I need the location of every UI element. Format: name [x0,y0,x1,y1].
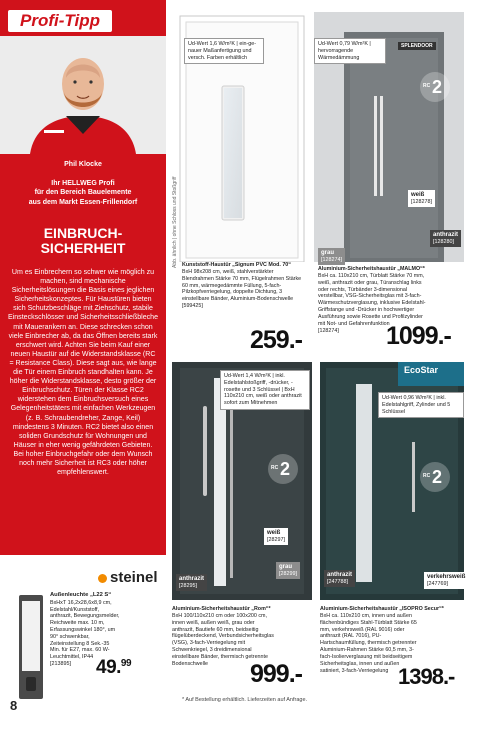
malmo-article: [128274] [318,327,339,334]
isopro-title: Aluminium-Sicherheitshaustür „ISOPRO Secur“* [320,606,444,612]
rom-title: Aluminium-Sicherheitshaustür „Rom“* [172,606,271,612]
isopro-specs: BxH ca. 110x210 cm, innen und außen flächenbündiges Stahl-Türblatt Stärke 65 mm, verkehrsweiß (RAL 9016) oder anthrazit (RAL 7016), PU-Hartschaumfüllung, thermisch getrennter Aluminium-Rahmen Stärke 60,5 mm, 3-fach-Isolierverglasung mit beidseitigem Sicherheitsglas, innen und außen satiniert, 3-fach-Verriegelung [320,612,417,674]
signum-specs: BxH 98x208 cm, weiß, stahlverstärkter Blendrahmen Stärke 70 mm, Flügelrahmen Stärke 60 mm, wärmegedämmte Füllung, 5-fach-Pilzkopfverriegelung, doppelte Dichtung, 3 einstellbare Bänder, Aluminium-Bodenschwelle [182,268,302,303]
rom-price: 999.- [250,660,302,688]
malmo-rc-badge: RC 2 [420,72,450,102]
advice-text: Um es Einbrechern so schwer wie möglich zu machen, sind mechanische Sicherheitslösungen die Basis eines jeglichen Sicherheitskonzeptes. Für Haustüren bieten sich Schutzbeschläge mit Ziehschutz, stabile Einsteckschlösser und Sicherheitsschließbleche mit Mauerankern an. Diese schrecken schon viele Einbrecher ab, da das Öffnen bereits stark erschwert wird. Achten Sie beim Kauf einer neuen Haustür auf die Widerstandsklasse (RC = Resistance Class). Diese sagt aus, wie lange die Tür einem Einbruch standhalten kann. Je höher die Widerstandsklasse, desto größer der Einbruchschutz. Türen der Klasse RC2 widerstehen dem Einbruchsversuch eines Gelegenheitstäters mit einfachen Werkzeugen (z. B. Schraubendreher, Zange, Keil) mindestens 3 Minuten. RC2 bietet also einen soliden Grundschutz für Wohnungen und Häuser in eher wenig gefährdeten Gebieten. Bei hoher Einbruchgefahr oder dem Wunsch noch mehr Sicherheit ist RC3 oder höher empfehlenswert. [8,269,159,477]
malmo-specs: BxH ca. 110x210 cm, Türblatt Stärke 70 mm, weiß, anthrazit oder grau, Türanschlag links oder rechts, Türbänder 3-dimensional verstellbar, VSG-Sicherheitsglas mit 3-fach-Wärmeschutzverglasung, inklusive Edelstahl-Griffstange und -Drücker in hochwertiger Ausführung sowie Rosette und Profilzylinder mit Not- und Gefahrenfunktion [318,272,426,327]
steinel-product [6,567,164,709]
steinel-price: 49.99 [96,657,132,678]
advisor-info [0,160,166,207]
malmo-tag-white: weiß [128278] [408,190,435,207]
signum-description [182,262,304,310]
rom-specs: BxH 100/110x210 cm oder 100x200 cm, innen weiß, außen weiß, grau oder anthrazit, Bautiefe 60 mm, beidseitig flügelüberdeckend, Verbundsicherheitsglas (VSG), 3-fach-Verriegelung mit Schwenkriegel, 3 dreidimensional einstellbare Bänder, thermisch getrennte Bodenschwelle [172,612,274,667]
rom-tag-anthracite: anthrazit [28295] [176,574,207,591]
malmo-price: 1099.- [386,322,451,350]
isopro-tag-white: verkehrsweiß [247769] [424,572,468,589]
isopro-tag-anthracite: anthrazit [247788] [324,570,355,587]
rom-door-panel [172,362,312,600]
profi-tipp-banner: Profi-Tipp [8,10,112,32]
outdoor-lamp-image [16,595,46,699]
steinel-logo-dot [98,574,107,583]
rom-note: Ud-Wert 1,4 W/m²K | inkl. Edelstahlstoßgriff, -drücker, -rosette und 3 Schlüssel | BxH 110x210 cm, weiß oder anthrazit sofort zum Mitnehmen [220,370,310,410]
steinel-article: [213895] [50,660,71,667]
advisor-name: Phil Klocke [64,161,102,168]
advisor-store: aus dem Markt Essen-Frillendorf [28,198,138,206]
steinel-title: Außenleuchte „L22 S“ [50,592,112,598]
isopro-price: 1398.- [398,664,455,689]
ecostar-badge: EcoStar [398,362,464,386]
signum-photo-note: Abb. ähnlich | ohne Schloss und Stoßgriff [172,176,178,268]
advisor-photo [0,36,166,154]
rom-tag-grey: grau [28299] [276,562,300,579]
malmo-door-panel [314,12,464,262]
splendoor-logo: SPLENDOOR [398,42,436,50]
malmo-note: Ud-Wert 0,79 W/m²K | hervorragende Wärmedämmung [314,38,386,64]
signum-door-panel [172,12,312,262]
rom-description [172,606,276,668]
isopro-door-panel [320,362,464,600]
page-number: 8 [10,698,18,713]
signum-title: Kunststoff-Haustür „Signum PVC Mod. 70“ [182,262,291,268]
signum-note: Ud-Wert 1,6 W/m²K | ein-ge-nauer Maßanfertigung und versch. Farben erhältlich [184,38,264,64]
section-title [0,226,166,256]
steinel-logo: steinel [98,569,158,586]
section-title-line1: EINBRUCH- [43,225,123,241]
steinel-specs: BxHxT 16,2x28,6x8,9 cm, Edelstahl/Kunststoff, anthrazit, Bewegungsmelder, Reichweite max. 10 m, Erfassungswinkel 180°, um 90° schwenkbar, Zeiteinstellung 8 Sek.-35 Min. für E27, max. 60 W-Leuchtmittel, IP44 [50,599,120,661]
isopro-rc-badge: RC 2 [420,462,450,492]
section-title-line2: SICHERHEIT [40,240,126,256]
profi-tipp-column [0,0,166,555]
rom-tag-white: weiß [28297] [264,528,288,545]
signum-price: 259.- [250,326,302,354]
signum-article: [599425] [182,303,203,310]
order-footnote: * Auf Bestellung erhältlich. Lieferzeiten auf Anfrage. [182,697,308,703]
rom-rc-badge: RC 2 [268,454,298,484]
advisor-department: für den Bereich Bauelemente [34,189,132,196]
advisor-role: Ihr HELLWEG Profi [51,179,115,187]
malmo-tag-grey: grau [128274] [318,248,345,265]
isopro-note: Ud-Wert 0,96 W/m²K | inkl. Edelstahlgriff, Zylinder und 5 Schlüssel [378,392,464,418]
malmo-title: Aluminium-Sicherheitshaustür „MALMO“* [318,266,425,272]
malmo-tag-anthracite: anthrazit [128280] [430,230,461,247]
